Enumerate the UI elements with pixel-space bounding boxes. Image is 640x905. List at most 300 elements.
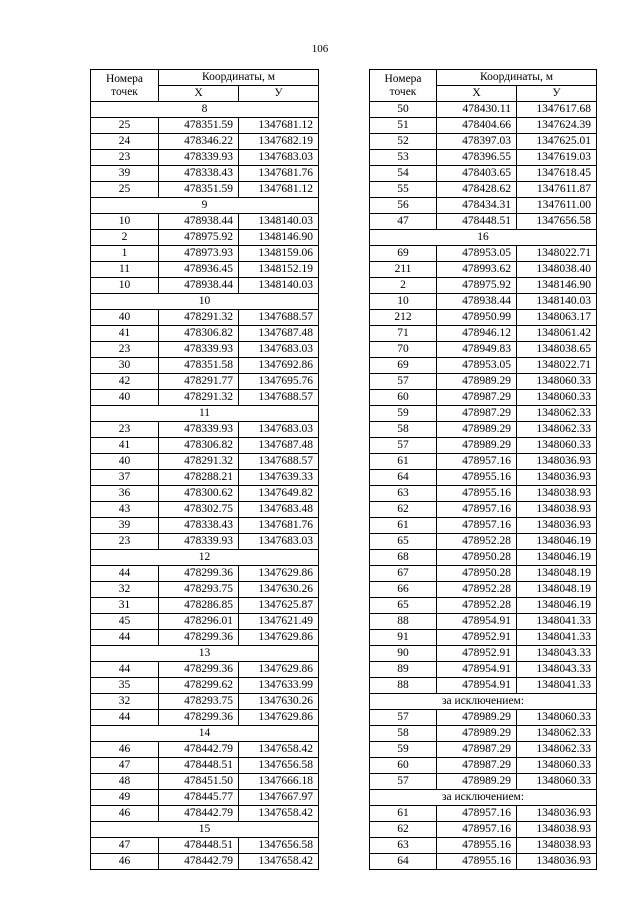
y-coordinate-cell: 1348062.33 (517, 406, 597, 422)
x-coordinate-cell: 478434.31 (437, 198, 517, 214)
table-row (91, 470, 319, 486)
x-coordinate-cell: 478442.79 (159, 742, 239, 758)
x-coordinate-cell: 478296.01 (159, 614, 239, 630)
y-coordinate-cell: 1347658.42 (239, 854, 319, 870)
point-number-cell: 60 (370, 758, 437, 774)
y-coordinate-cell: 1347667.97 (239, 790, 319, 806)
x-coordinate-cell: 478989.29 (437, 774, 517, 790)
x-coordinate-cell: 478338.43 (159, 166, 239, 182)
x-coordinate-cell: 478396.55 (437, 150, 517, 166)
table-row (91, 358, 319, 374)
x-coordinate-cell: 478306.82 (159, 438, 239, 454)
point-number-cell: 47 (370, 214, 437, 230)
table-row (370, 534, 597, 550)
point-number-cell: 59 (370, 742, 437, 758)
y-coordinate-cell: 1348063.17 (517, 310, 597, 326)
y-coordinate-cell: 1347682.19 (239, 134, 319, 150)
y-coordinate-cell: 1347688.57 (239, 390, 319, 406)
y-coordinate-cell: 1347621.49 (239, 614, 319, 630)
y-coordinate-cell: 1347625.87 (239, 598, 319, 614)
point-number-cell: 1 (91, 246, 159, 262)
y-coordinate-cell: 1348062.33 (517, 422, 597, 438)
table-row (370, 454, 597, 470)
x-coordinate-cell: 478936.45 (159, 262, 239, 278)
y-coordinate-cell: 1347611.87 (517, 182, 597, 198)
x-coordinate-cell: 478351.59 (159, 182, 239, 198)
y-coordinate-cell: 1348038.93 (517, 502, 597, 518)
x-coordinate-cell: 478299.62 (159, 678, 239, 694)
y-coordinate-cell: 1348140.03 (239, 214, 319, 230)
point-number-cell: 64 (370, 470, 437, 486)
coordinates-header: Координаты, м (159, 70, 319, 86)
table-row (370, 646, 597, 662)
point-number-cell: 44 (91, 710, 159, 726)
point-number-cell: 35 (91, 678, 159, 694)
point-number-cell: 10 (91, 278, 159, 294)
x-coordinate-cell: 478957.16 (437, 518, 517, 534)
y-coordinate-cell: 1348046.19 (517, 534, 597, 550)
x-coordinate-cell: 478299.36 (159, 662, 239, 678)
point-number-cell: 46 (91, 742, 159, 758)
y-coordinate-cell: 1347656.58 (239, 838, 319, 854)
point-number-header-line1: Номера (105, 72, 144, 85)
x-coordinate-cell: 478953.05 (437, 246, 517, 262)
table-row (91, 534, 319, 550)
point-number-cell: 36 (91, 486, 159, 502)
point-number-cell: 46 (91, 806, 159, 822)
section-label: 16 (370, 230, 597, 246)
table-row (370, 710, 597, 726)
y-coordinate-cell: 1348041.33 (517, 678, 597, 694)
table-row (370, 182, 597, 198)
y-coordinate-cell: 1347666.18 (239, 774, 319, 790)
x-coordinate-cell: 478442.79 (159, 806, 239, 822)
y-coordinate-cell: 1348041.33 (517, 614, 597, 630)
point-number-cell: 25 (91, 118, 159, 134)
x-coordinate-cell: 478949.83 (437, 342, 517, 358)
y-coordinate-cell: 1347692.86 (239, 358, 319, 374)
table-row (370, 854, 597, 870)
table-row (91, 150, 319, 166)
point-number-cell: 61 (370, 518, 437, 534)
x-coordinate-cell: 478954.91 (437, 614, 517, 630)
point-number-cell: 58 (370, 726, 437, 742)
point-number-cell: 10 (370, 294, 437, 310)
table-row (91, 710, 319, 726)
y-column-header: У (239, 86, 319, 102)
point-number-cell: 91 (370, 630, 437, 646)
point-number-cell: 211 (370, 262, 437, 278)
table-row (370, 438, 597, 454)
x-coordinate-cell: 478975.92 (437, 278, 517, 294)
point-number-header (370, 70, 437, 102)
point-number-cell: 47 (91, 838, 159, 854)
point-number-cell: 54 (370, 166, 437, 182)
table-row (91, 438, 319, 454)
table-row (91, 598, 319, 614)
x-coordinate-cell: 478338.43 (159, 518, 239, 534)
x-coordinate-cell: 478448.51 (437, 214, 517, 230)
x-coordinate-cell: 478950.28 (437, 550, 517, 566)
x-coordinate-cell: 478339.93 (159, 342, 239, 358)
section-label: 10 (91, 294, 319, 310)
point-number-cell: 64 (370, 854, 437, 870)
y-coordinate-cell: 1348046.19 (517, 598, 597, 614)
table-row (91, 502, 319, 518)
table-row (91, 486, 319, 502)
y-coordinate-cell: 1347630.26 (239, 694, 319, 710)
table-row (91, 326, 319, 342)
x-coordinate-cell: 478989.29 (437, 422, 517, 438)
section-row (91, 726, 319, 742)
x-coordinate-cell: 478299.36 (159, 710, 239, 726)
point-number-cell: 66 (370, 582, 437, 598)
table-row (91, 854, 319, 870)
x-coordinate-cell: 478299.36 (159, 630, 239, 646)
table-row (370, 630, 597, 646)
point-number-cell: 48 (91, 774, 159, 790)
x-coordinate-cell: 478938.44 (159, 214, 239, 230)
x-coordinate-cell: 478957.16 (437, 806, 517, 822)
y-coordinate-cell: 1347683.03 (239, 150, 319, 166)
table-row (370, 134, 597, 150)
point-number-cell: 2 (91, 230, 159, 246)
x-coordinate-cell: 478451.50 (159, 774, 239, 790)
y-coordinate-cell: 1347611.00 (517, 198, 597, 214)
table-row (370, 550, 597, 566)
point-number-cell: 41 (91, 438, 159, 454)
y-coordinate-cell: 1348043.33 (517, 646, 597, 662)
section-label: за исключением: (370, 694, 597, 710)
x-coordinate-cell: 478445.77 (159, 790, 239, 806)
x-coordinate-cell: 478946.12 (437, 326, 517, 342)
y-coordinate-cell: 1348036.93 (517, 470, 597, 486)
table-row (370, 614, 597, 630)
table-row (370, 742, 597, 758)
point-number-cell: 39 (91, 166, 159, 182)
x-coordinate-cell: 478293.75 (159, 694, 239, 710)
point-number-cell: 11 (91, 262, 159, 278)
y-coordinate-cell: 1347658.42 (239, 806, 319, 822)
point-number-cell: 67 (370, 566, 437, 582)
table-row (91, 262, 319, 278)
table-row (370, 470, 597, 486)
table-row (91, 230, 319, 246)
table-row (370, 566, 597, 582)
table-row (370, 198, 597, 214)
page-number: 106 (311, 43, 329, 55)
table-row (91, 182, 319, 198)
point-number-cell: 57 (370, 438, 437, 454)
y-coordinate-cell: 1347633.99 (239, 678, 319, 694)
table-row (91, 278, 319, 294)
y-coordinate-cell: 1347629.86 (239, 662, 319, 678)
table-row (91, 806, 319, 822)
y-coordinate-cell: 1347683.03 (239, 422, 319, 438)
point-number-cell: 10 (91, 214, 159, 230)
x-coordinate-cell: 478954.91 (437, 678, 517, 694)
table-row (370, 838, 597, 854)
y-coordinate-cell: 1347629.86 (239, 566, 319, 582)
point-number-cell: 212 (370, 310, 437, 326)
section-label: 9 (91, 198, 319, 214)
point-number-cell: 46 (91, 854, 159, 870)
y-coordinate-cell: 1347658.42 (239, 742, 319, 758)
x-coordinate-cell: 478291.32 (159, 454, 239, 470)
x-coordinate-cell: 478987.29 (437, 390, 517, 406)
table-row (91, 678, 319, 694)
coordinates-table-left (90, 69, 319, 870)
point-number-cell: 44 (91, 630, 159, 646)
point-number-cell: 2 (370, 278, 437, 294)
table-row (370, 582, 597, 598)
point-number-cell: 57 (370, 374, 437, 390)
y-coordinate-cell: 1348060.33 (517, 374, 597, 390)
table-row (91, 214, 319, 230)
table-row (91, 662, 319, 678)
table-row (91, 310, 319, 326)
point-number-cell: 47 (91, 758, 159, 774)
table-row (370, 310, 597, 326)
x-coordinate-cell: 478952.28 (437, 598, 517, 614)
x-coordinate-cell: 478952.28 (437, 534, 517, 550)
x-coordinate-cell: 478953.05 (437, 358, 517, 374)
point-number-cell: 71 (370, 326, 437, 342)
section-row (91, 198, 319, 214)
point-number-cell: 51 (370, 118, 437, 134)
y-coordinate-cell: 1348048.19 (517, 582, 597, 598)
x-coordinate-cell: 478428.62 (437, 182, 517, 198)
point-number-cell: 39 (91, 518, 159, 534)
x-coordinate-cell: 478397.03 (437, 134, 517, 150)
section-label: 11 (91, 406, 319, 422)
x-coordinate-cell: 478957.16 (437, 822, 517, 838)
point-number-header (91, 70, 159, 102)
y-coordinate-cell: 1348038.65 (517, 342, 597, 358)
y-coordinate-cell: 1348038.93 (517, 822, 597, 838)
coordinates-table-right (369, 69, 597, 870)
table-row (370, 598, 597, 614)
table-row (91, 374, 319, 390)
point-number-cell: 31 (91, 598, 159, 614)
y-coordinate-cell: 1347683.48 (239, 502, 319, 518)
x-coordinate-cell: 478302.75 (159, 502, 239, 518)
point-number-cell: 57 (370, 710, 437, 726)
y-coordinate-cell: 1348146.90 (517, 278, 597, 294)
x-coordinate-cell: 478448.51 (159, 758, 239, 774)
point-number-cell: 41 (91, 326, 159, 342)
x-coordinate-cell: 478989.29 (437, 438, 517, 454)
x-coordinate-cell: 478954.91 (437, 662, 517, 678)
point-number-cell: 49 (91, 790, 159, 806)
x-coordinate-cell: 478430.11 (437, 102, 517, 118)
table-row (91, 518, 319, 534)
table-row (370, 774, 597, 790)
point-number-cell: 89 (370, 662, 437, 678)
table-row (370, 150, 597, 166)
y-coordinate-cell: 1348046.19 (517, 550, 597, 566)
y-coordinate-cell: 1348022.71 (517, 358, 597, 374)
y-coordinate-cell: 1348048.19 (517, 566, 597, 582)
x-coordinate-cell: 478973.93 (159, 246, 239, 262)
point-number-cell: 69 (370, 358, 437, 374)
table-row (91, 134, 319, 150)
table-row (370, 246, 597, 262)
point-number-cell: 70 (370, 342, 437, 358)
y-coordinate-cell: 1348146.90 (239, 230, 319, 246)
x-coordinate-cell: 478955.16 (437, 486, 517, 502)
point-number-cell: 43 (91, 502, 159, 518)
point-number-cell: 24 (91, 134, 159, 150)
table-row (370, 758, 597, 774)
table-row (370, 486, 597, 502)
y-coordinate-cell: 1348062.33 (517, 742, 597, 758)
point-number-cell: 44 (91, 566, 159, 582)
table-row (91, 246, 319, 262)
table-row (370, 390, 597, 406)
y-column-header: У (517, 86, 597, 102)
table-row (91, 694, 319, 710)
section-label: за исключением: (370, 790, 597, 806)
x-coordinate-cell: 478993.62 (437, 262, 517, 278)
table-row (370, 726, 597, 742)
x-coordinate-cell: 478291.32 (159, 310, 239, 326)
x-coordinate-cell: 478987.29 (437, 742, 517, 758)
section-row (91, 822, 319, 838)
point-number-cell: 40 (91, 390, 159, 406)
table-row (370, 406, 597, 422)
point-number-cell: 88 (370, 614, 437, 630)
table-row (370, 342, 597, 358)
section-label: 8 (91, 102, 319, 118)
point-number-cell: 68 (370, 550, 437, 566)
point-number-cell: 63 (370, 486, 437, 502)
y-coordinate-cell: 1348041.33 (517, 630, 597, 646)
x-coordinate-cell: 478442.79 (159, 854, 239, 870)
x-coordinate-cell: 478955.16 (437, 470, 517, 486)
section-label: 15 (91, 822, 319, 838)
y-coordinate-cell: 1347683.03 (239, 342, 319, 358)
y-coordinate-cell: 1347656.58 (239, 758, 319, 774)
x-coordinate-cell: 478955.16 (437, 838, 517, 854)
section-label: 12 (91, 550, 319, 566)
x-coordinate-cell: 478938.44 (437, 294, 517, 310)
x-coordinate-cell: 478950.28 (437, 566, 517, 582)
y-coordinate-cell: 1347681.12 (239, 182, 319, 198)
table-row (370, 422, 597, 438)
x-coordinate-cell: 478291.77 (159, 374, 239, 390)
table-row (370, 118, 597, 134)
point-number-cell: 40 (91, 454, 159, 470)
table-row (370, 102, 597, 118)
point-number-cell: 37 (91, 470, 159, 486)
point-number-cell: 55 (370, 182, 437, 198)
x-coordinate-cell: 478989.29 (437, 726, 517, 742)
x-column-header: X (437, 86, 517, 102)
section-row (91, 550, 319, 566)
x-coordinate-cell: 478989.29 (437, 374, 517, 390)
y-coordinate-cell: 1347629.86 (239, 710, 319, 726)
point-number-cell: 42 (91, 374, 159, 390)
y-coordinate-cell: 1347629.86 (239, 630, 319, 646)
x-coordinate-cell: 478291.32 (159, 390, 239, 406)
x-coordinate-cell: 478403.65 (437, 166, 517, 182)
y-coordinate-cell: 1348038.93 (517, 838, 597, 854)
point-number-cell: 25 (91, 182, 159, 198)
x-coordinate-cell: 478339.93 (159, 422, 239, 438)
x-coordinate-cell: 478293.75 (159, 582, 239, 598)
table-row (370, 678, 597, 694)
point-number-header-line2: точек (111, 85, 138, 98)
x-coordinate-cell: 478339.93 (159, 150, 239, 166)
y-coordinate-cell: 1348140.03 (517, 294, 597, 310)
point-number-cell: 23 (91, 342, 159, 358)
x-coordinate-cell: 478300.62 (159, 486, 239, 502)
table-row (370, 518, 597, 534)
y-coordinate-cell: 1347624.39 (517, 118, 597, 134)
point-number-header-line2: точек (389, 85, 417, 98)
x-coordinate-cell: 478448.51 (159, 838, 239, 854)
y-coordinate-cell: 1348038.93 (517, 486, 597, 502)
table-row (370, 166, 597, 182)
y-coordinate-cell: 1347688.57 (239, 454, 319, 470)
y-coordinate-cell: 1348060.33 (517, 438, 597, 454)
table-row (91, 774, 319, 790)
y-coordinate-cell: 1348038.40 (517, 262, 597, 278)
point-number-cell: 62 (370, 822, 437, 838)
x-coordinate-cell: 478989.29 (437, 710, 517, 726)
table-row (91, 342, 319, 358)
section-row (91, 294, 319, 310)
x-coordinate-cell: 478288.21 (159, 470, 239, 486)
x-coordinate-cell: 478339.93 (159, 534, 239, 550)
y-coordinate-cell: 1348152.19 (239, 262, 319, 278)
y-coordinate-cell: 1347695.76 (239, 374, 319, 390)
y-coordinate-cell: 1347656.58 (517, 214, 597, 230)
section-row (91, 102, 319, 118)
table-row (370, 502, 597, 518)
point-number-cell: 30 (91, 358, 159, 374)
table-row (91, 742, 319, 758)
section-row (370, 230, 597, 246)
table-row (91, 838, 319, 854)
x-coordinate-cell: 478952.28 (437, 582, 517, 598)
point-number-cell: 53 (370, 150, 437, 166)
point-number-cell: 65 (370, 534, 437, 550)
point-number-cell: 50 (370, 102, 437, 118)
table-row (91, 630, 319, 646)
y-coordinate-cell: 1348060.33 (517, 774, 597, 790)
point-number-cell: 60 (370, 390, 437, 406)
table-row (370, 662, 597, 678)
x-coordinate-cell: 478306.82 (159, 326, 239, 342)
table-row (91, 118, 319, 134)
y-coordinate-cell: 1347687.48 (239, 438, 319, 454)
y-coordinate-cell: 1347681.76 (239, 166, 319, 182)
table-row (370, 326, 597, 342)
section-row (370, 790, 597, 806)
table-row (370, 278, 597, 294)
table-row (91, 566, 319, 582)
x-coordinate-cell: 478957.16 (437, 454, 517, 470)
table-row (91, 454, 319, 470)
point-number-cell: 56 (370, 198, 437, 214)
point-number-cell: 32 (91, 582, 159, 598)
y-coordinate-cell: 1348036.93 (517, 454, 597, 470)
y-coordinate-cell: 1348159.06 (239, 246, 319, 262)
y-coordinate-cell: 1348043.33 (517, 662, 597, 678)
x-coordinate-cell: 478351.58 (159, 358, 239, 374)
